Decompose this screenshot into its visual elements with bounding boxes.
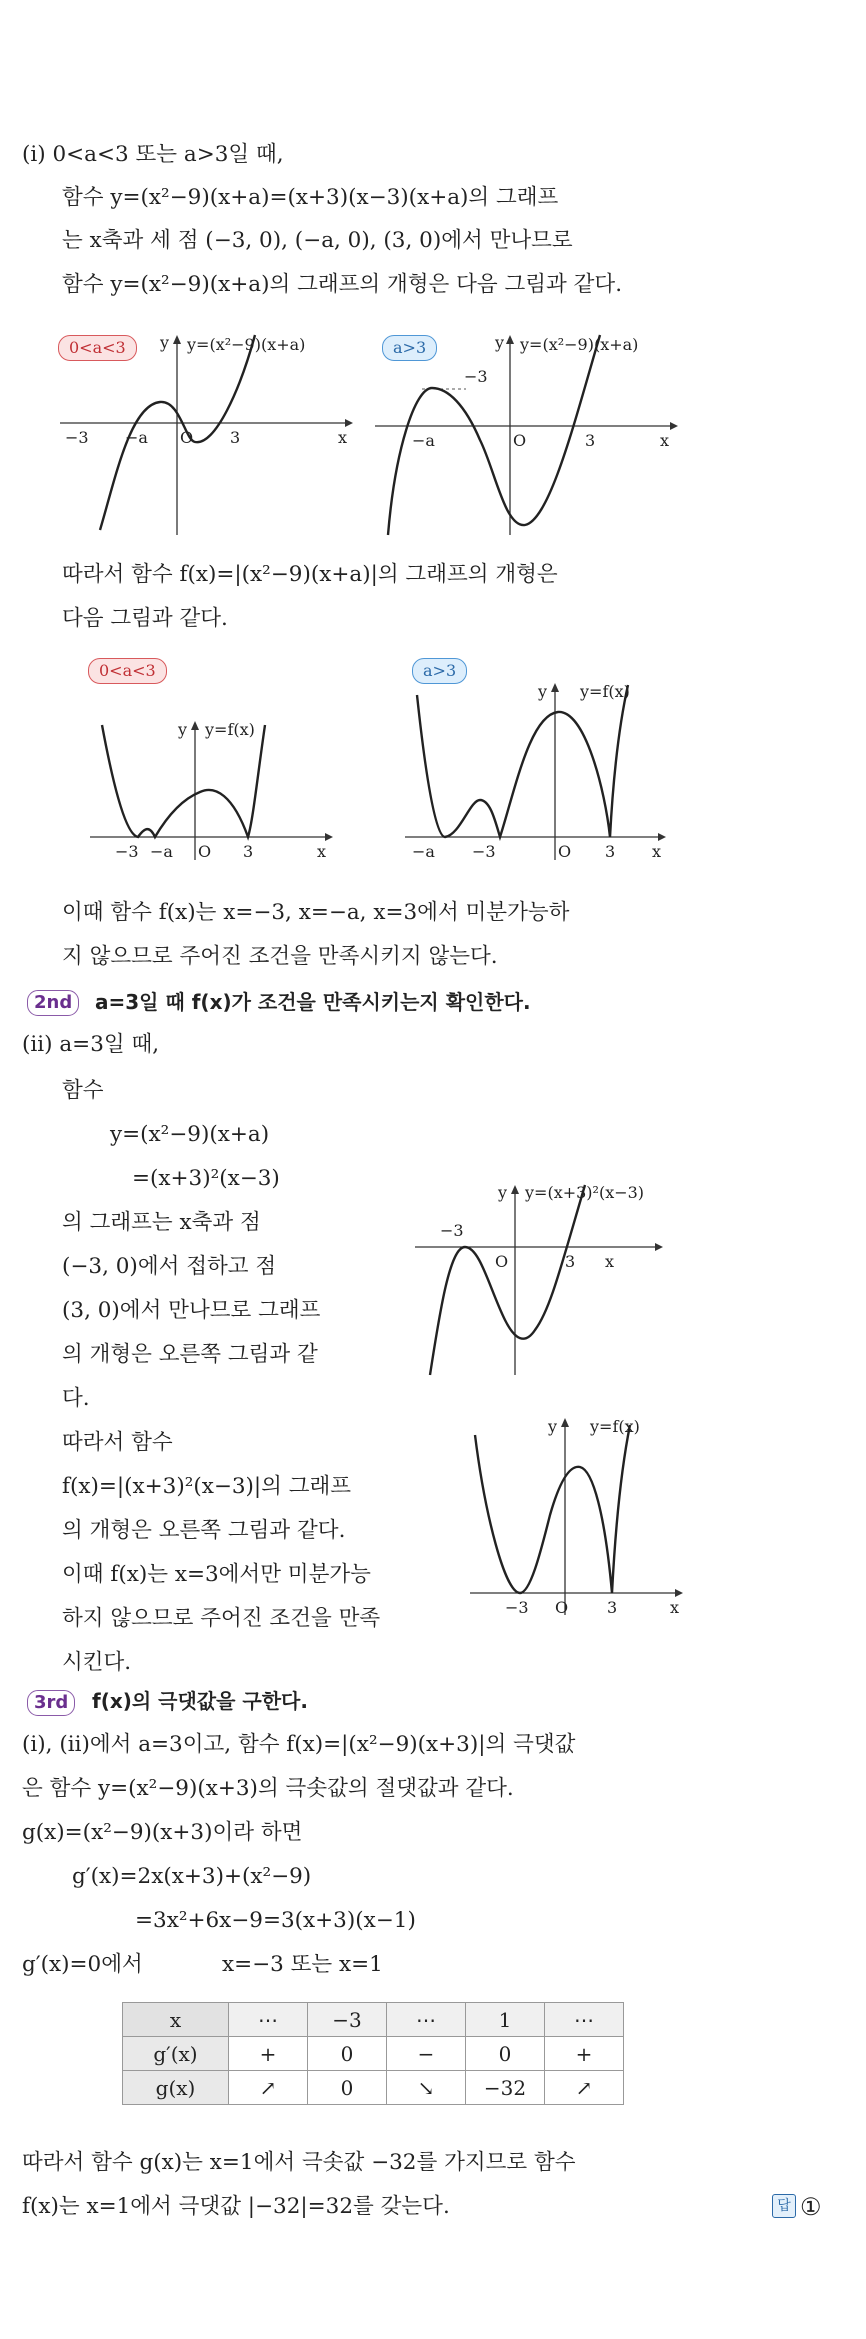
- y-axis-arrow: [191, 721, 199, 730]
- table-cell: 1: [466, 2003, 545, 2037]
- x-label: x: [660, 431, 670, 450]
- step3-line: g′(x)=0에서: [22, 1952, 143, 1977]
- table-cell: 0: [466, 2037, 545, 2071]
- tick-label: −3: [464, 367, 488, 386]
- table-cell: ↗: [229, 2071, 308, 2105]
- equation-label: y=(x+3)²(x−3): [525, 1183, 645, 1202]
- table-cell: +: [545, 2037, 624, 2071]
- conclusion-line: 따라서 함수 g(x)는 x=1에서 극솟값 −32를 가지므로 함수: [22, 2150, 576, 2175]
- case2-line: 시킨다.: [62, 1650, 132, 1675]
- step-badge: 3rd: [27, 1690, 75, 1716]
- table-row: [123, 2071, 624, 2105]
- equation-label: y=f(x): [590, 1417, 640, 1436]
- case1-line: 지 않으므로 주어진 조건을 만족시키지 않는다.: [62, 944, 498, 969]
- case1-line: 이때 함수 f(x)는 x=−3, x=−a, x=3에서 미분가능하: [62, 900, 570, 925]
- x-label: x: [338, 428, 348, 447]
- case2-line: 하지 않으므로 주어진 조건을 만족: [62, 1606, 381, 1631]
- curve: [430, 1185, 585, 1375]
- table-cell: ⋯: [387, 2003, 466, 2037]
- condition-badge: 0<a<3: [88, 658, 167, 684]
- curve: [417, 685, 628, 837]
- step3-line: x=−3 또는 x=1: [222, 1952, 383, 1977]
- origin-label: O: [198, 842, 212, 861]
- y-axis-arrow: [561, 1418, 569, 1427]
- tick-label: −a: [412, 431, 435, 450]
- case2-line: 다.: [62, 1386, 90, 1411]
- table-cell: x: [123, 2003, 229, 2037]
- graph-f-a3: [465, 1405, 705, 1620]
- table-cell: 0: [308, 2071, 387, 2105]
- table-cell: 0: [308, 2037, 387, 2071]
- case2-line: 의 그래프는 x축과 점: [62, 1210, 261, 1235]
- equation-label: y=(x²−9)(x+a): [520, 335, 639, 354]
- case2-line: 이때 f(x)는 x=3에서만 미분가능: [62, 1562, 371, 1587]
- equation-label: y=f(x): [580, 682, 630, 701]
- case2-line: (−3, 0)에서 접하고 점: [62, 1254, 277, 1279]
- graph-poly-a3: [395, 1180, 715, 1380]
- table-cell: g′(x): [123, 2037, 229, 2071]
- table-cell: −32: [466, 2071, 545, 2105]
- condition-badge: a>3: [412, 658, 467, 684]
- table-cell: −: [387, 2037, 466, 2071]
- x-axis-arrow: [345, 419, 353, 427]
- x-axis-arrow: [325, 833, 333, 841]
- table-cell: ↘: [387, 2071, 466, 2105]
- table-cell: g(x): [123, 2071, 229, 2105]
- case2-line: 따라서 함수: [62, 1430, 173, 1455]
- graph-poly-small-a: [55, 330, 355, 540]
- y-label: y: [495, 333, 505, 352]
- case2-title: (ⅱ) a=3일 때,: [22, 1032, 160, 1057]
- case1-line: 함수 y=(x²−9)(x+a)의 그래프의 개형은 다음 그림과 같다.: [62, 272, 623, 297]
- x-axis-arrow: [658, 833, 666, 841]
- y-label: y: [178, 720, 188, 739]
- tick-label: 3: [230, 428, 241, 447]
- answer-tag: 답: [772, 2194, 796, 2218]
- tick-label: −3: [505, 1598, 529, 1617]
- origin-label: O: [513, 431, 527, 450]
- condition-badge: 0<a<3: [58, 335, 137, 361]
- x-axis-arrow: [670, 422, 678, 430]
- step3-line: g′(x)=2x(x+3)+(x²−9): [72, 1864, 312, 1889]
- table-cell: ⋯: [229, 2003, 308, 2037]
- step-heading: f(x)의 극댓값을 구한다.: [92, 1689, 308, 1713]
- tick-label: 3: [605, 842, 616, 861]
- table-cell: −3: [308, 2003, 387, 2037]
- step3-line: 은 함수 y=(x²−9)(x+3)의 극솟값의 절댓값과 같다.: [22, 1776, 514, 1801]
- case1-line: 따라서 함수 f(x)=|(x²−9)(x+a)|의 그래프의 개형은: [62, 562, 558, 587]
- x-label: x: [670, 1598, 680, 1617]
- tick-label: −3: [115, 842, 139, 861]
- step-heading: a=3일 때 f(x)가 조건을 만족시키는지 확인한다.: [95, 990, 531, 1014]
- case2-line: (3, 0)에서 만나므로 그래프: [62, 1298, 321, 1323]
- tick-label: 3: [585, 431, 596, 450]
- equation-label: y=(x²−9)(x+a): [187, 335, 306, 354]
- tick-label: −3: [65, 428, 89, 447]
- table-row: [123, 2037, 624, 2071]
- origin-label: O: [180, 428, 194, 447]
- origin-label: O: [555, 1598, 569, 1617]
- x-axis-arrow: [675, 1589, 683, 1597]
- graph-f-small-a: [85, 700, 355, 870]
- case1-line: 다음 그림과 같다.: [62, 606, 228, 631]
- y-label: y: [538, 682, 548, 701]
- table-cell: ⋯: [545, 2003, 624, 2037]
- case2-line: =(x+3)²(x−3): [132, 1166, 280, 1191]
- tick-label: −3: [440, 1221, 464, 1240]
- case2-line: 의 개형은 오른쪽 그림과 같다.: [62, 1518, 346, 1543]
- table-cell: ↗: [545, 2071, 624, 2105]
- x-label: x: [652, 842, 662, 861]
- y-axis-arrow: [551, 683, 559, 692]
- y-label: y: [160, 333, 170, 352]
- step3-line: =3x²+6x−9=3(x+3)(x−1): [135, 1908, 416, 1933]
- x-axis-arrow: [655, 1243, 663, 1251]
- tick-label: 3: [243, 842, 254, 861]
- step-badge: 2nd: [27, 990, 79, 1016]
- case1-line: 함수 y=(x²−9)(x+a)=(x+3)(x−3)(x+a)의 그래프: [62, 185, 559, 210]
- tick-label: −a: [412, 842, 435, 861]
- tick-label: −a: [125, 428, 148, 447]
- increase-decrease-table: [122, 2002, 624, 2105]
- x-label: x: [605, 1252, 615, 1271]
- tick-label: −3: [472, 842, 496, 861]
- curve: [102, 725, 265, 837]
- answer: ①: [800, 2193, 822, 2221]
- case2-line: f(x)=|(x+3)²(x−3)|의 그래프: [62, 1474, 352, 1499]
- y-label: y: [548, 1417, 558, 1436]
- case1-line: 는 x축과 세 점 (−3, 0), (−a, 0), (3, 0)에서 만나므로: [62, 228, 573, 253]
- equation-label: y=f(x): [205, 720, 255, 739]
- case1-title: (ⅰ) 0<a<3 또는 a>3일 때,: [22, 142, 284, 167]
- tick-label: −a: [150, 842, 173, 861]
- y-axis-arrow: [511, 1185, 519, 1194]
- case2-line: 함수: [62, 1078, 104, 1103]
- table-cell: +: [229, 2037, 308, 2071]
- graph-f-large-a: [400, 670, 690, 870]
- condition-badge: a>3: [382, 335, 437, 361]
- graph-poly-large-a: [370, 330, 690, 540]
- table-row: [123, 2003, 624, 2037]
- x-label: x: [317, 842, 327, 861]
- step3-line: (ⅰ), (ⅱ)에서 a=3이고, 함수 f(x)=|(x²−9)(x+3)|의 극댓값: [22, 1732, 576, 1757]
- case2-line: y=(x²−9)(x+a): [110, 1122, 270, 1147]
- origin-label: O: [495, 1252, 509, 1271]
- curve: [475, 1425, 630, 1593]
- conclusion-line: f(x)는 x=1에서 극댓값 |−32|=32를 갖는다.: [22, 2194, 450, 2219]
- y-label: y: [498, 1183, 508, 1202]
- tick-label: 3: [607, 1598, 618, 1617]
- case2-line: 의 개형은 오른쪽 그림과 같: [62, 1342, 318, 1367]
- y-axis-arrow: [506, 335, 514, 344]
- tick-label: 3: [565, 1252, 576, 1271]
- y-axis-arrow: [173, 335, 181, 344]
- step3-line: g(x)=(x²−9)(x+3)이라 하면: [22, 1820, 303, 1845]
- origin-label: O: [558, 842, 572, 861]
